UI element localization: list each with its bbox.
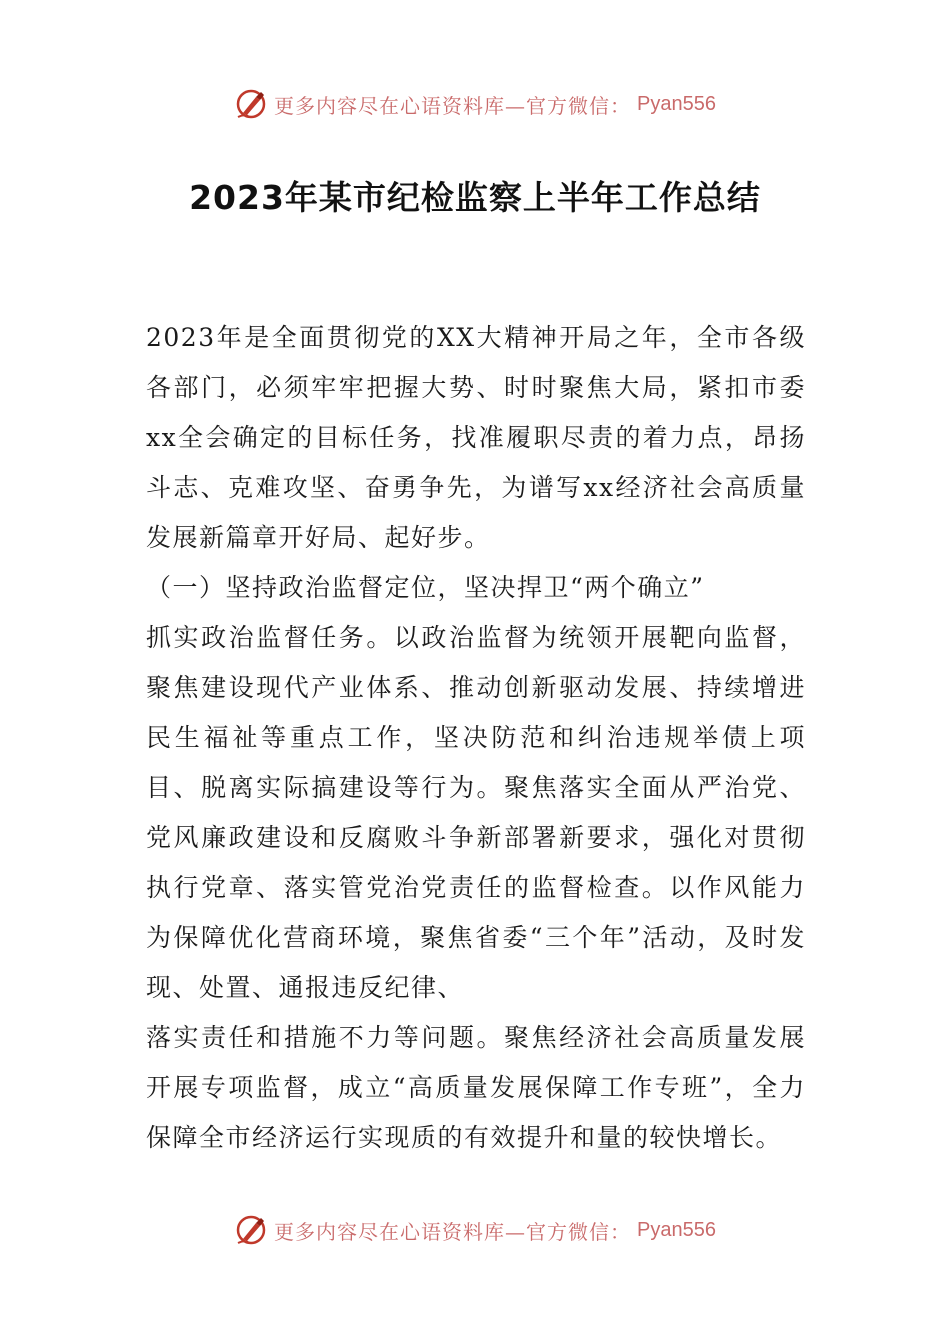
body-paragraph: 抓实政治监督任务。以政治监督为统领开展靶向监督，聚焦建设现代产业体系、推动创新驱动发展、持续增进民生福祉等重点工作，坚决防范和纠治违规举债上项目、脱离实际搞建设等行为。聚焦落实全面从严治党、党风廉政建设和反腐败斗争新部署新要求，强化对贯彻执行党章、落实管党治党责任的监督检查。以作风能力为保障优化营商环境，聚焦省委“三个年”活动，及时发现、处置、通报违反纪律、 [146,623,806,1002]
watermark-handle: Pyan556 [637,92,716,115]
section-heading: （一）坚持政治监督定位，坚决捍卫“两个确立” [146,573,705,602]
watermark-text: 更多内容尽在心语资料库—官方微信： [274,1219,632,1244]
footer-watermark [0,1210,950,1250]
pen-nib-circle-icon [234,1213,268,1247]
watermark-handle: Pyan556 [637,1218,716,1241]
document-body [146,313,806,1163]
document-title: 2023年某市纪检监察上半年工作总结 [189,178,761,217]
pen-nib-circle-icon [234,87,268,121]
header-watermark [0,84,950,124]
watermark-text: 更多内容尽在心语资料库—官方微信： [274,93,632,118]
body-paragraph: 落实责任和措施不力等问题。聚焦经济社会高质量发展开展专项监督，成立“高质量发展保障工作专班”，全力保障全市经济运行实现质的有效提升和量的较快增长。 [146,1023,806,1152]
intro-paragraph: 2023年是全面贯彻党的XX大精神开局之年，全市各级各部门，必须牢牢把握大势、时时聚焦大局，紧扣市委xx全会确定的目标任务，找准履职尽责的着力点，昂扬斗志、克难攻坚、奋勇争先，为谱写xx经济社会高质量发展新篇章开好局、起好步。 [146,323,806,552]
